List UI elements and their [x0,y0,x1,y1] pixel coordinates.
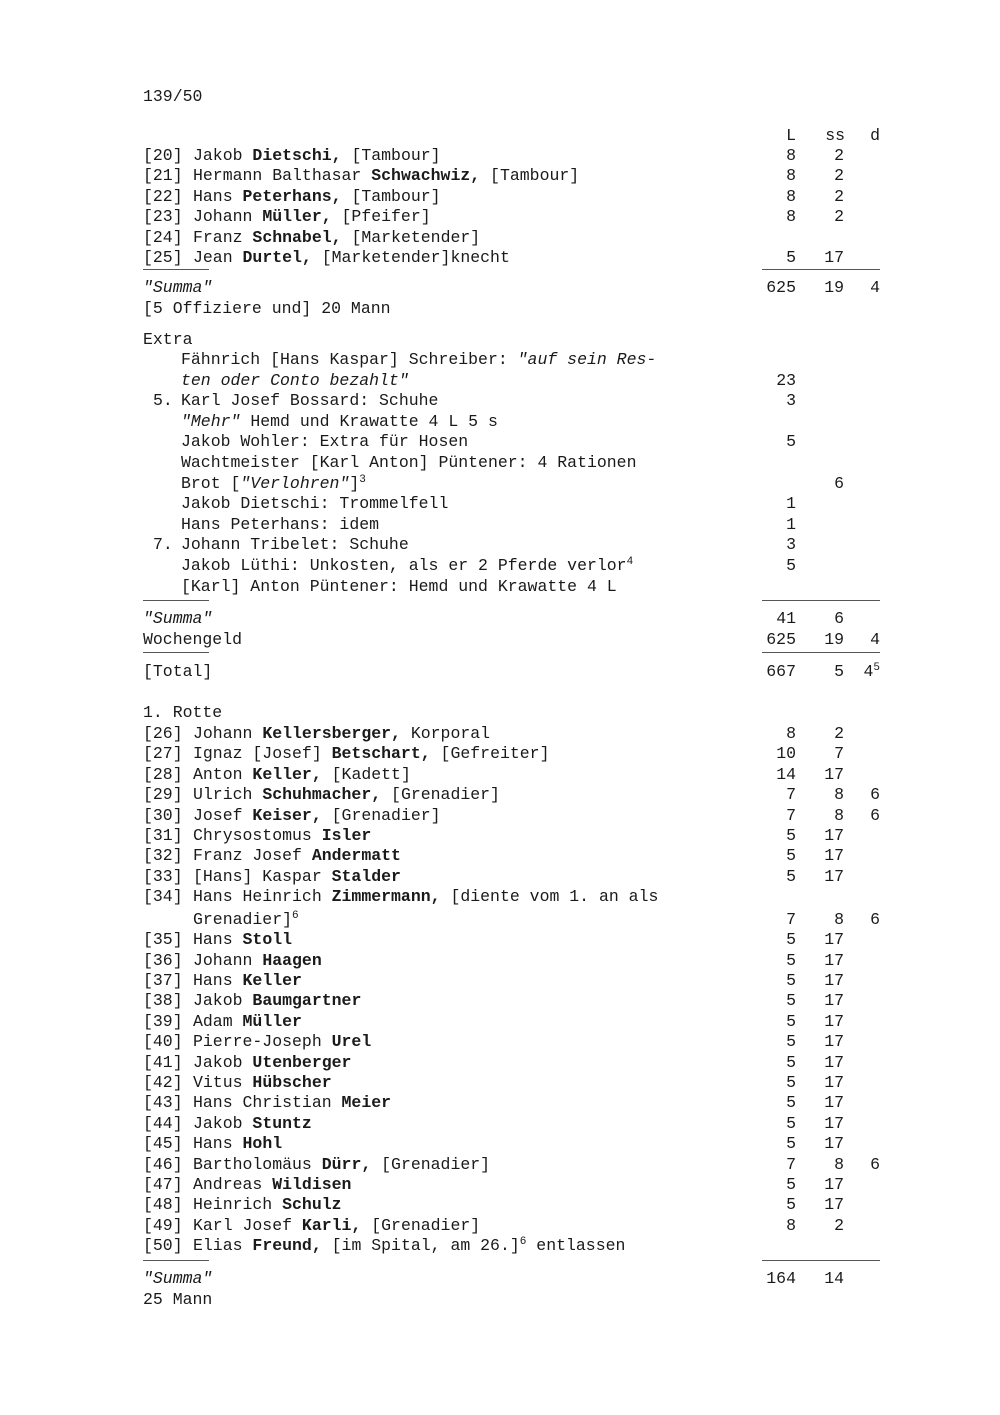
soldier-row [0,228,1000,248]
rotte-amount-ss: 8 [834,1154,844,1174]
rotte-amount-ss: 17 [824,1011,844,1031]
rotte-row [0,846,1000,866]
rotte-name: Bartholomäus Dürr, [Grenadier] [193,1154,491,1174]
summa-2-label: "Summa" [143,609,213,628]
rotte-heading-label: 1. Rotte [143,703,223,722]
rotte-number: [37] [143,970,183,990]
soldier-name: Jakob Dietschi, [Tambour] [193,146,441,165]
summa-2-amount-ss: 6 [834,609,844,628]
rotte-number: [38] [143,991,183,1011]
extra-amount-l: 23 [776,370,796,390]
extra-row [0,535,1000,555]
extra-row [0,391,1000,411]
extra-text: Jakob Wohler: Extra für Hosen [181,432,469,452]
mann-count-3-label: 25 Mann [143,1290,213,1309]
summa-1-label: "Summa" [143,278,213,297]
rotte-amount-l: 7 [786,805,796,825]
soldier-amount-ss: 2 [834,186,844,206]
rotte-name: Hans Christian Meier [193,1093,392,1113]
rotte-amount-ss: 8 [834,909,844,929]
rotte-row [0,826,1000,846]
soldier-number: [22] [143,186,183,206]
rotte-row [0,1114,1000,1134]
rotte-name: Franz Josef Andermatt [193,846,401,866]
rotte-amount-ss: 17 [824,764,844,784]
soldier-amount-l: 8 [786,207,796,227]
soldier-amount-l: 8 [786,146,796,165]
extra-text: Brot ["Verlohren"]$^3$ [181,473,366,493]
rotte-amount-l: 5 [786,970,796,990]
extra-row [0,453,1000,473]
extra-text: Johann Tribelet: Schuhe [181,535,409,555]
rotte-name: Hans Heinrich Zimmermann, [diente vom 1. an als [193,887,659,907]
wochengeld-amount-l: 625 [766,630,796,649]
rotte-amount-ss: 17 [824,1032,844,1052]
rotte-row [0,1236,1000,1256]
extra-amount-l: 3 [786,391,796,411]
mann-count-3-row [0,1290,1000,1310]
rotte-amount-l: 5 [786,1093,796,1113]
rotte-row [0,930,1000,950]
rotte-amount-l: 5 [786,846,796,866]
extra-row [0,494,1000,514]
total-label: [Total] [143,662,213,681]
soldier-amount-l: 8 [786,186,796,206]
extra-text: Fähnrich [Hans Kaspar] Schreiber: "auf sein Res- [181,350,657,369]
extra-amount-l: 1 [786,514,796,534]
soldier-amount-ss: 2 [834,146,844,165]
rotte-amount-ss: 17 [824,1134,844,1154]
rotte-number: [33] [143,866,183,886]
rotte-number: [27] [143,744,183,764]
soldier-row [0,146,1000,166]
wochengeld-label: Wochengeld [143,630,243,649]
rotte-name: Hans Stoll [193,930,293,950]
rotte-amount-l: 5 [786,930,796,950]
mann-count-1-row [0,299,1000,319]
rotte-number: [48] [143,1195,183,1215]
name-rule [143,652,209,653]
extra-row [0,474,1000,494]
column-headers [0,126,1000,146]
total-row [0,662,1000,682]
rotte-row [0,1175,1000,1195]
extra-amount-l: 5 [786,432,796,452]
rotte-number: [28] [143,764,183,784]
extra-row [0,350,1000,370]
rotte-number: [41] [143,1052,183,1072]
rotte-name: [Hans] Kaspar Stalder [193,866,401,886]
mann-count-1-label: [5 Offiziere und] 20 Mann [143,299,391,318]
summa-3-row [0,1269,1000,1289]
rotte-number: [47] [143,1174,183,1194]
rotte-amount-l: 5 [786,1072,796,1092]
rotte-amount-l: 7 [786,1154,796,1174]
soldier-name: Hans Peterhans, [Tambour] [193,186,441,206]
extra-row [0,371,1000,391]
total-amount-ss: 5 [834,662,844,681]
rotte-amount-d: 6 [870,805,880,825]
total-amount-d: $4^5$ [863,662,880,681]
extra-amount-l: 5 [786,556,796,575]
rotte-row [0,1195,1000,1215]
rotte-row [0,1012,1000,1032]
page-number: 139/50 [143,87,203,106]
soldier-number: [20] [143,146,183,165]
rotte-number: [31] [143,826,183,845]
extra-row [0,577,1000,597]
rotte-number: [39] [143,1011,183,1031]
rotte-name: Johann Haagen [193,950,322,970]
soldier-name: Hermann Balthasar Schwachwiz, [Tambour] [193,166,580,186]
summa-1-amount-d: 4 [870,278,880,297]
rotte-row [0,806,1000,826]
rotte-amount-l: 5 [786,1011,796,1031]
soldier-name: Franz Schnabel, [Marketender] [193,227,481,247]
extra-text: Wachtmeister [Karl Anton] Püntener: 4 Rationen [181,453,637,472]
rotte-amount-ss: 8 [834,805,844,825]
rotte-name: Johann Kellersberger, Korporal [193,724,491,743]
rotte-amount-l: 5 [786,1174,796,1194]
column-header-ss: ss [825,126,845,145]
rotte-amount-l: 5 [786,866,796,886]
extra-text: Karl Josef Bossard: Schuhe [181,391,439,411]
soldier-name: Johann Müller, [Pfeifer] [193,207,431,227]
rotte-amount-l: 5 [786,826,796,845]
rotte-number: [34] [143,887,183,907]
rotte-row [0,785,1000,805]
rotte-name: Grenadier]$^6$ [193,909,299,929]
rotte-amount-ss: 17 [824,1072,844,1092]
wochengeld-row [0,630,1000,650]
rotte-name: Ulrich Schuhmacher, [Grenadier] [193,785,500,805]
sum-rule [762,600,880,601]
rotte-row [0,971,1000,991]
rotte-name: Andreas Wildisen [193,1174,352,1194]
rotte-row [0,887,1000,907]
rotte-amount-d: 6 [870,909,880,929]
rotte-amount-ss: 17 [824,1195,844,1215]
rotte-amount-l: 7 [786,785,796,805]
rotte-name: Hans Keller [193,970,302,990]
rotte-name: Karl Josef Karli, [Grenadier] [193,1215,481,1235]
soldier-amount-l: 5 [786,248,796,267]
extra-heading-label: Extra [143,330,193,349]
soldier-number: [24] [143,227,183,247]
extra-text: "Mehr" Hemd und Krawatte 4 L 5 s [181,411,498,431]
rotte-amount-l: 5 [786,1032,796,1052]
extra-amount-l: 1 [786,494,796,514]
rotte-row [0,1134,1000,1154]
soldier-name: Jean Durtel, [Marketender]knecht [193,248,510,267]
rotte-heading-row [0,703,1000,723]
rotte-amount-l: 5 [786,1052,796,1072]
rotte-amount-ss: 17 [824,950,844,970]
summa-2-amount-l: 41 [776,609,796,628]
extra-row [0,412,1000,432]
rotte-amount-ss: 17 [824,846,844,866]
rotte-name: Heinrich Schulz [193,1195,342,1215]
rotte-amount-ss: 7 [834,744,844,764]
extra-prefix: 7. [153,535,173,555]
rotte-amount-ss: 17 [824,1052,844,1072]
rotte-number: [26] [143,724,183,743]
sum-rule [762,1260,880,1261]
rotte-amount-ss: 17 [824,970,844,990]
rotte-name: Adam Müller [193,1011,302,1031]
rotte-row [0,991,1000,1011]
rotte-name: Ignaz [Josef] Betschart, [Gefreiter] [193,744,550,764]
soldier-amount-ss: 2 [834,166,844,186]
summa-3-amount-ss: 14 [824,1269,844,1288]
rotte-amount-l: 14 [776,764,796,784]
rotte-amount-d: 6 [870,1154,880,1174]
rotte-name: Vitus Hübscher [193,1072,332,1092]
rotte-number: [35] [143,930,183,950]
extra-heading-row [0,330,1000,350]
extra-row [0,556,1000,576]
soldier-row [0,187,1000,207]
rotte-name: Hans Hohl [193,1134,283,1154]
rotte-amount-l: 7 [786,909,796,929]
rotte-name: Jakob Stuntz [193,1113,312,1133]
rotte-amount-ss: 17 [824,1113,844,1133]
rotte-amount-l: 8 [786,1215,796,1235]
sum-rule [762,269,880,270]
column-header-d: d [870,126,880,145]
rotte-number: [40] [143,1032,183,1052]
rotte-number: [32] [143,846,183,866]
rotte-amount-ss: 17 [824,991,844,1011]
rotte-amount-ss: 17 [824,866,844,886]
extra-prefix: 5. [153,391,173,411]
soldier-amount-ss: 2 [834,207,844,227]
rotte-amount-l: 10 [776,744,796,764]
name-rule [143,600,209,601]
rotte-number: [36] [143,950,183,970]
extra-amount-ss: 6 [834,473,844,493]
rotte-amount-l: 8 [786,724,796,743]
sum-rule [762,652,880,653]
rotte-row [0,1073,1000,1093]
rotte-amount-ss: 8 [834,785,844,805]
extra-row [0,432,1000,452]
soldier-row [0,207,1000,227]
summa-1-amount-ss: 19 [824,278,844,297]
rotte-number: [30] [143,805,183,825]
rotte-amount-d: 6 [870,785,880,805]
soldier-row [0,248,1000,268]
rotte-name: Anton Keller, [Kadett] [193,764,411,784]
rotte-number: [43] [143,1093,183,1113]
soldier-amount-ss: 17 [824,248,844,267]
rotte-number: [29] [143,785,183,805]
soldier-row [0,166,1000,186]
wochengeld-amount-d: 4 [870,630,880,649]
extra-text: ten oder Conto bezahlt" [181,370,409,390]
rotte-row [0,765,1000,785]
rotte-amount-ss: 2 [834,1215,844,1235]
extra-text: Hans Peterhans: idem [181,514,380,534]
rotte-number: [46] [143,1154,183,1174]
rotte-row [0,724,1000,744]
rotte-name: Jakob Baumgartner [193,991,362,1011]
summa-3-label: "Summa" [143,1269,213,1288]
rotte-name: Elias Freund, [im Spital, am 26.]$^6$ entlassen [193,1236,626,1256]
name-rule [143,1260,209,1261]
rotte-name: Pierre-Joseph Urel [193,1032,372,1052]
rotte-row [0,910,1000,930]
extra-text: [Karl] Anton Püntener: Hemd und Krawatte 4 L [181,576,617,596]
extra-text: Jakob Dietschi: Trommelfell [181,494,449,514]
wochengeld-amount-ss: 19 [824,630,844,649]
rotte-row [0,1053,1000,1073]
rotte-name: Jakob Utenberger [193,1052,352,1072]
rotte-row [0,744,1000,764]
total-amount-l: 667 [766,662,796,681]
rotte-number: [50] [143,1236,183,1256]
rotte-amount-ss: 17 [824,826,844,845]
extra-text: Jakob Lüthi: Unkosten, als er 2 Pferde verlor$^4$ [181,556,634,575]
rotte-amount-ss: 17 [824,1093,844,1113]
summa-1-amount-l: 625 [766,278,796,297]
summa-1-row [0,278,1000,298]
rotte-amount-l: 5 [786,991,796,1011]
rotte-amount-ss: 17 [824,930,844,950]
rotte-number: [44] [143,1113,183,1133]
rotte-row [0,1216,1000,1236]
rotte-number: [45] [143,1134,183,1154]
rotte-row [0,1093,1000,1113]
rotte-amount-l: 5 [786,950,796,970]
rotte-amount-ss: 17 [824,1174,844,1194]
extra-amount-l: 3 [786,535,796,555]
column-header-l: L [786,126,796,145]
rotte-amount-l: 5 [786,1195,796,1215]
name-rule [143,269,209,270]
soldier-amount-l: 8 [786,166,796,186]
rotte-number: [49] [143,1215,183,1235]
extra-row [0,515,1000,535]
rotte-row [0,951,1000,971]
summa-3-amount-l: 164 [766,1269,796,1288]
rotte-name: Chrysostomus Isler [193,826,372,845]
soldier-number: [21] [143,166,183,186]
rotte-number: [42] [143,1072,183,1092]
rotte-row [0,1155,1000,1175]
soldier-number: [25] [143,248,183,267]
soldier-number: [23] [143,207,183,227]
rotte-name: Josef Keiser, [Grenadier] [193,805,441,825]
rotte-amount-l: 5 [786,1113,796,1133]
rotte-amount-l: 5 [786,1134,796,1154]
rotte-row [0,1032,1000,1052]
rotte-amount-ss: 2 [834,724,844,743]
rotte-row [0,867,1000,887]
summa-2-row [0,609,1000,629]
